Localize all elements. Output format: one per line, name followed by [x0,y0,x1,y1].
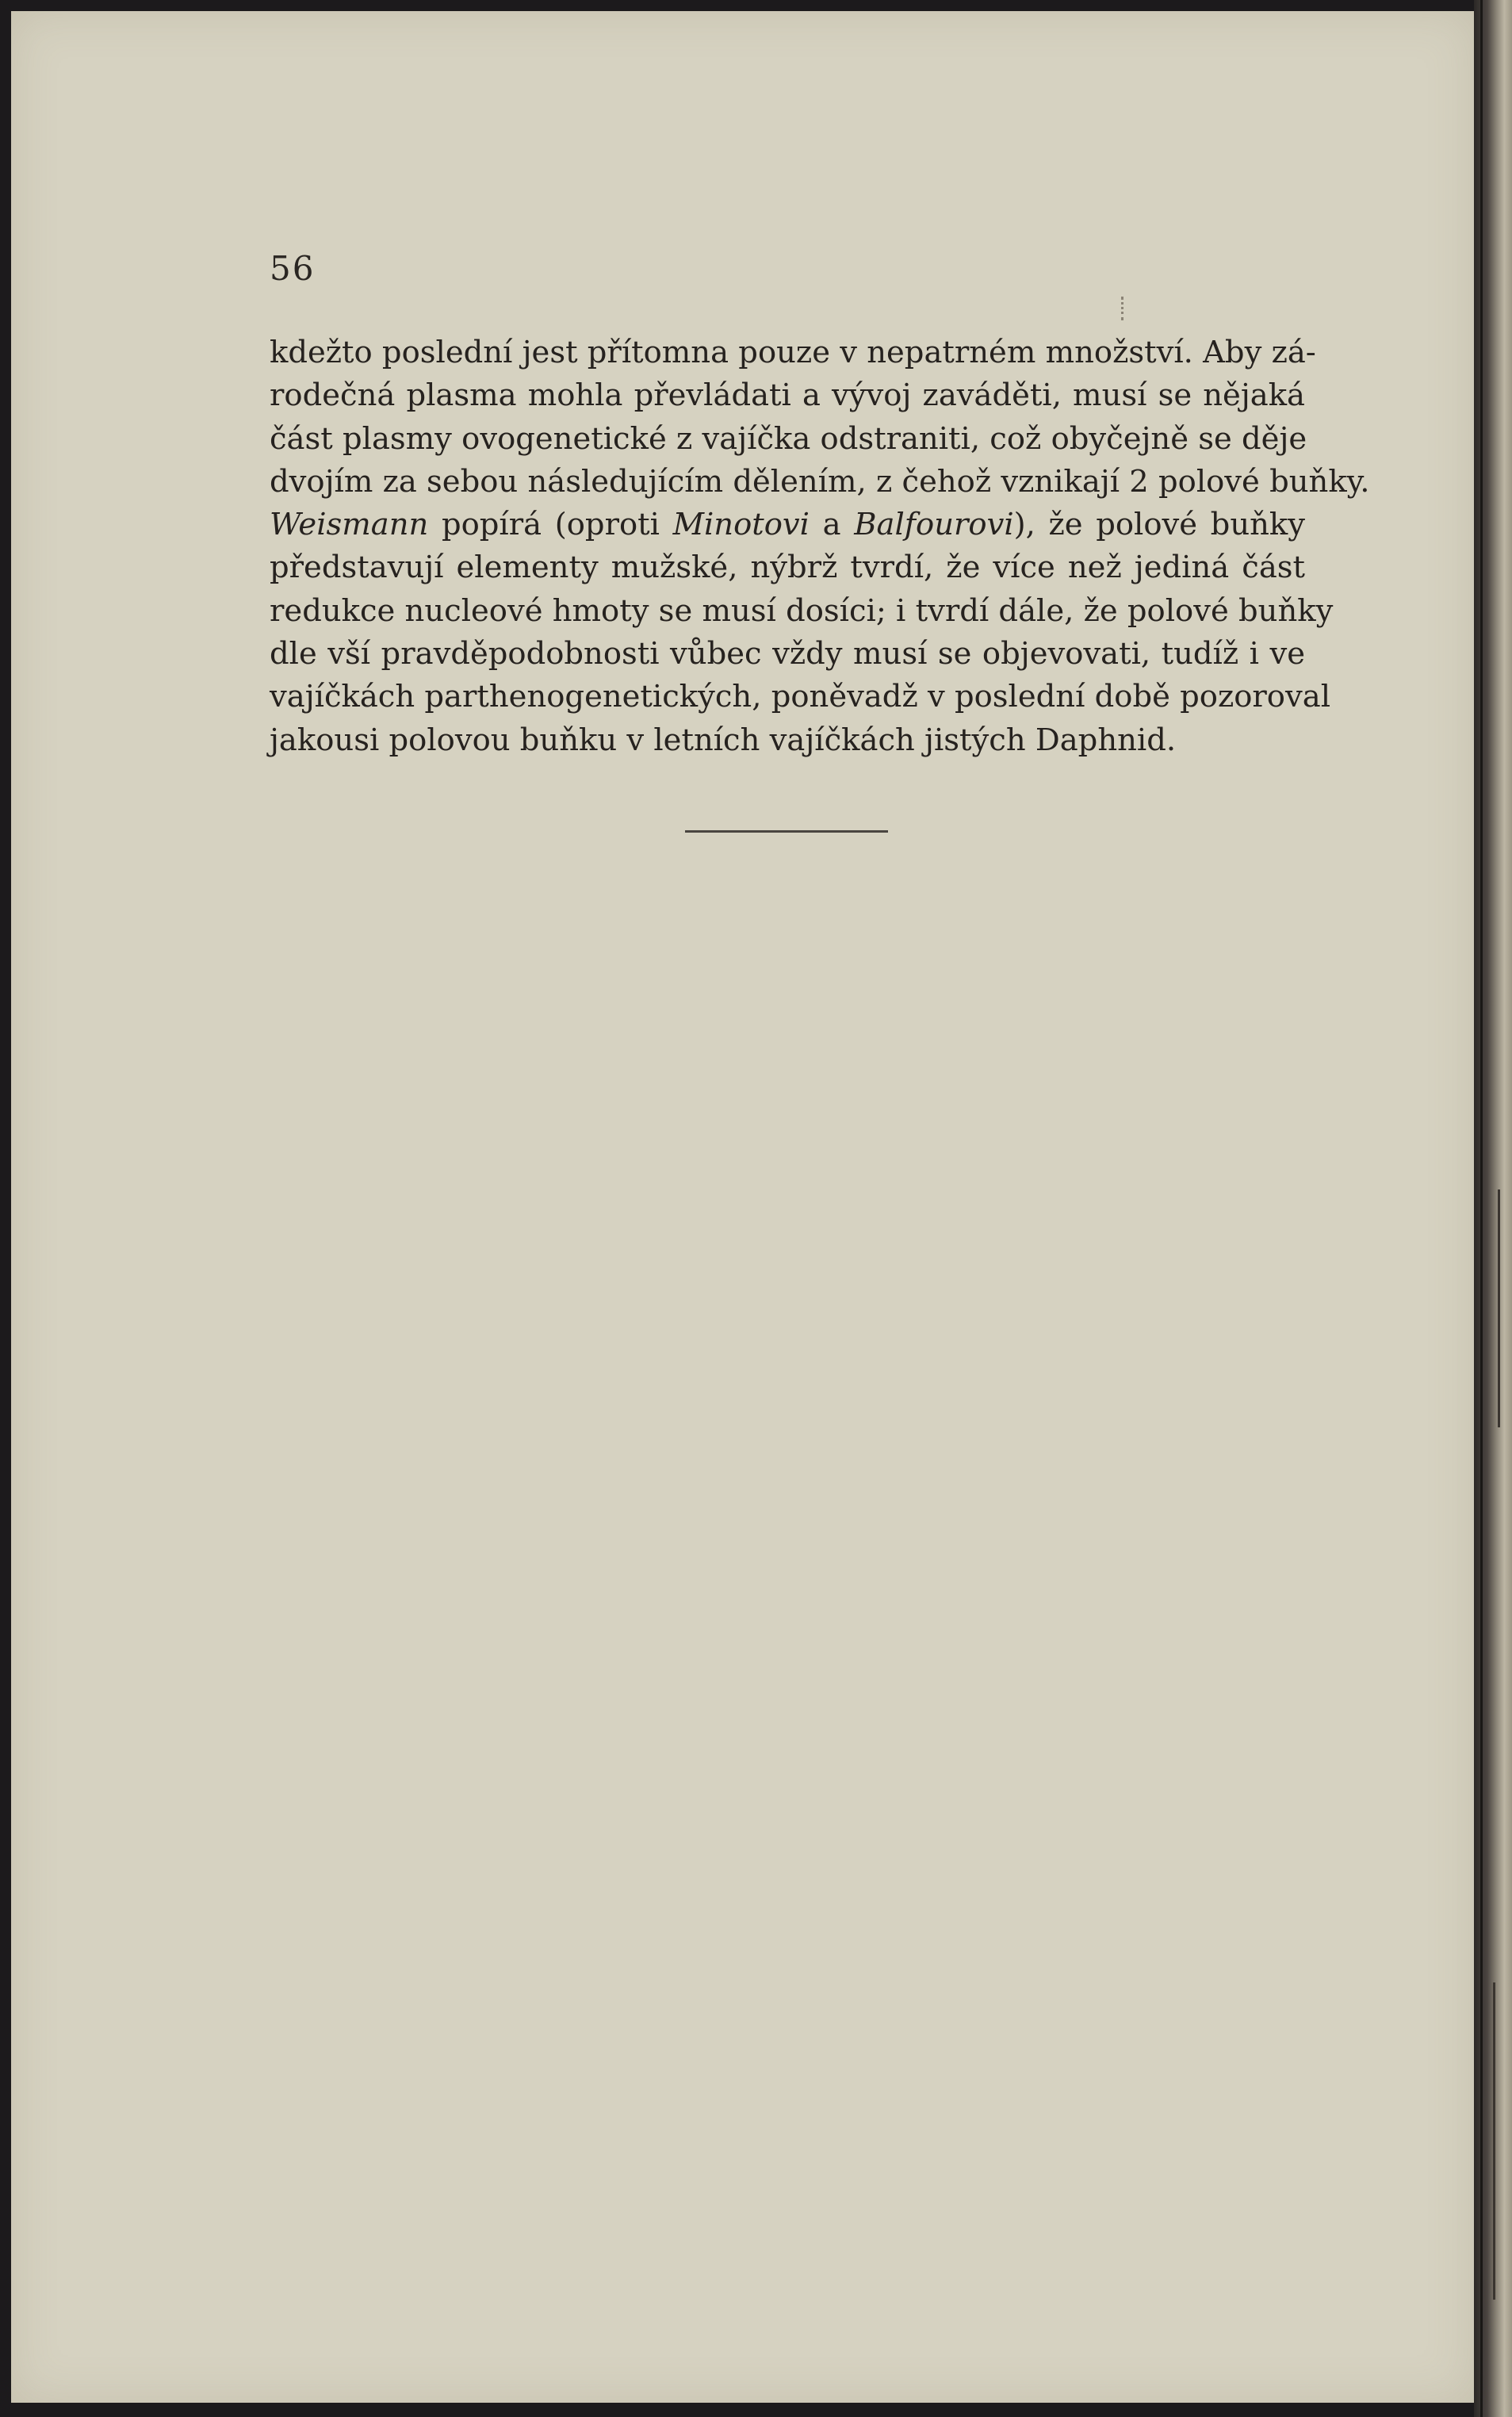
text-run: dvojím za sebou následujícím dělením, z čehož vznikají 2 polové buňky. [270,463,1370,500]
italic-name: Weismann [270,507,429,543]
page-number: 56 [270,249,316,288]
text-run: rodečná plasma mohla převládati a vývoj zaváděti, musí se nějaká [270,377,1305,414]
text-line [270,590,1334,633]
text-run: kdežto poslední jest přítomna pouze v nepatrném množství. Aby zá- [270,335,1316,370]
text-line [270,719,1305,762]
stray-ink-mark [1121,297,1130,320]
body-text [270,331,1370,762]
text-run: popírá (oproti [428,507,673,543]
text-run: jakousi polovou buňku v letních vajíčkách jistých Daphnid. [270,722,1177,758]
text-run: redukce nucleové hmoty se musí dosíci; i tvrdí dále, že polové buňky [270,592,1334,629]
text-run: a [810,507,855,543]
text-line [270,546,1305,589]
book-binding-edge [1474,0,1512,2417]
binding-crease [1493,1982,1495,2300]
text-line [270,676,1331,718]
binding-crease [1498,1189,1500,1427]
section-end-rule [685,830,888,833]
text-run: ), že polové buňky [1013,507,1305,543]
text-run: představují elementy mužské, nýbrž tvrdí, že více než jediná část [270,550,1305,586]
text-run: vajíčkách parthenogenetických, poněvadž v poslední době pozoroval [270,679,1331,715]
book-page [11,11,1474,2403]
text-line [270,374,1305,417]
italic-name: Balfourovi [854,507,1014,543]
text-line [270,461,1370,504]
italic-name: Minotovi [672,507,810,543]
text-run: část plasmy ovogenetické z vajíčka odstraniti, což obyčejně se děje [270,420,1307,457]
text-line [270,504,1305,546]
binding-shadow-line [1480,0,1483,2417]
text-line [270,331,1316,374]
text-line [270,418,1305,461]
text-line [270,633,1305,676]
text-run: dle vší pravděpodobnosti vůbec vždy musí se objevovati, tudíž i ve [270,636,1305,672]
